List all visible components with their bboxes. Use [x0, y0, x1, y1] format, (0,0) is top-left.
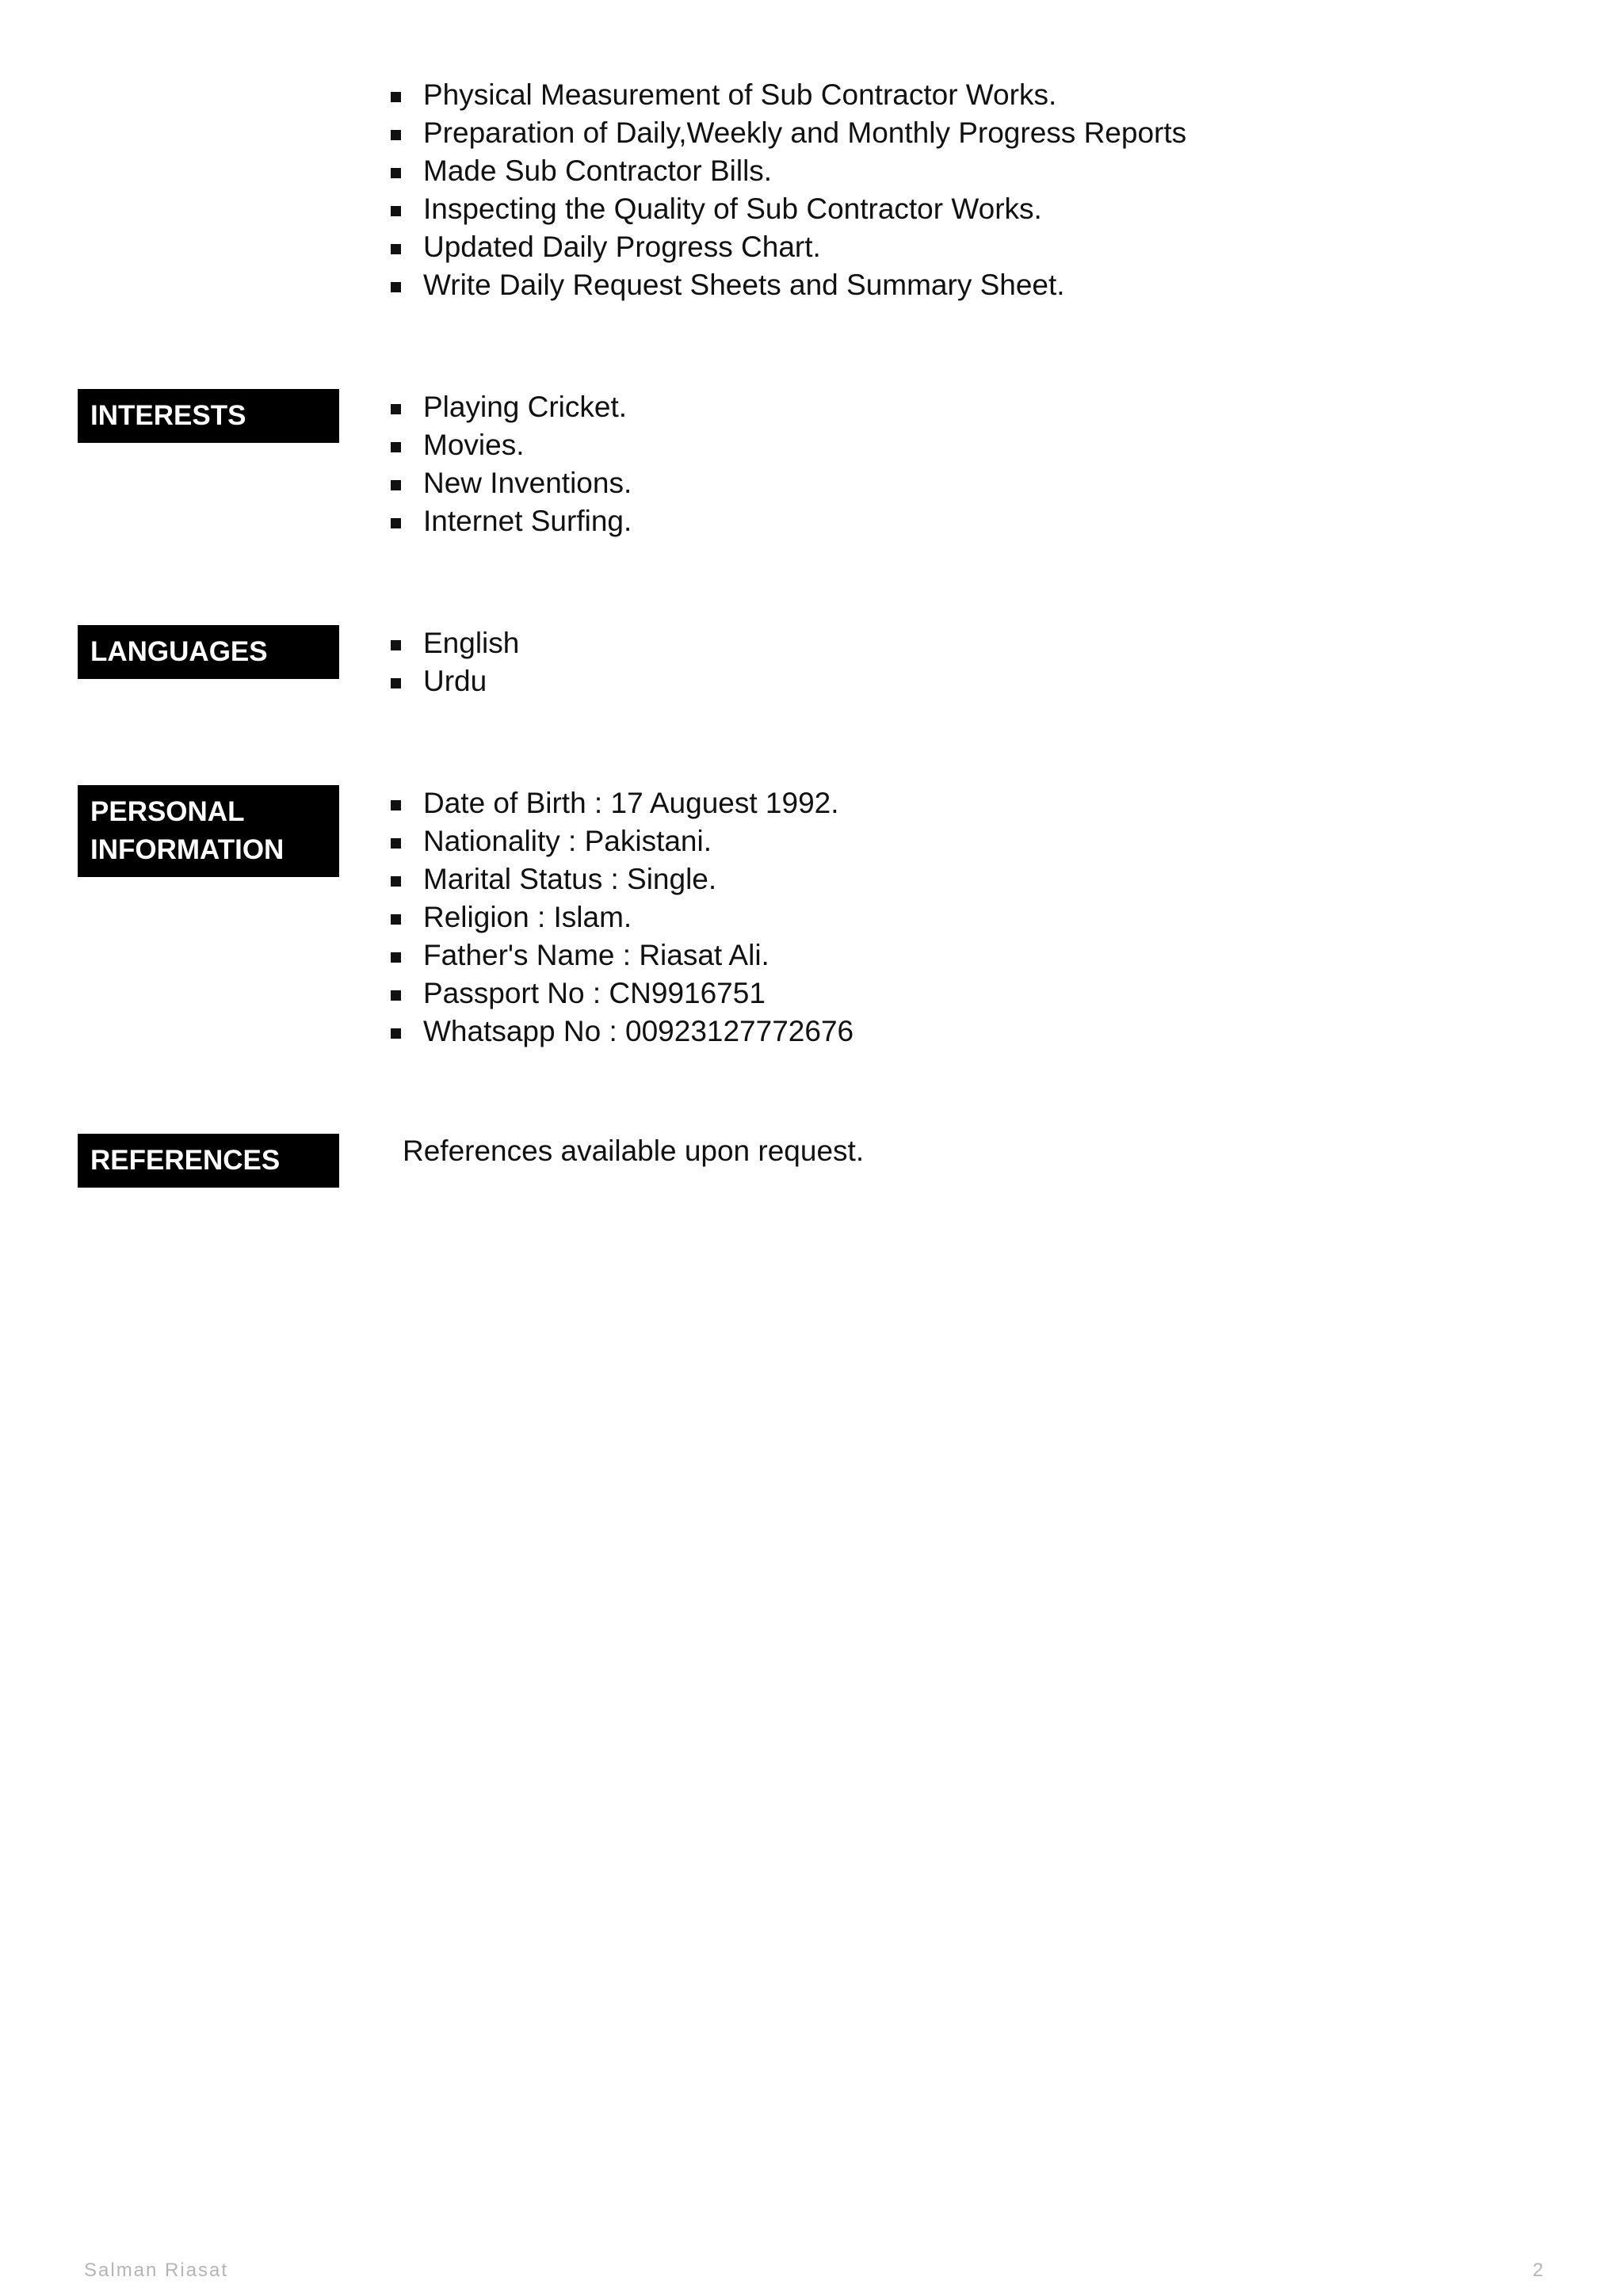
list-item: English — [387, 624, 519, 662]
bullet-square-icon — [391, 130, 401, 140]
bullet-square-icon — [391, 952, 401, 963]
list-item: Marital Status : Single. — [387, 860, 854, 898]
bullet-square-icon — [391, 990, 401, 1001]
list-item: Inspecting the Quality of Sub Contractor Works. — [387, 190, 1186, 228]
bullet-square-icon — [391, 442, 401, 452]
list-item: Passport No : CN9916751 — [387, 974, 854, 1013]
list-item: Date of Birth : 17 Auguest 1992. — [387, 784, 854, 822]
bullet-square-icon — [391, 838, 401, 849]
bullet-square-icon — [391, 518, 401, 528]
list-item: Father's Name : Riasat Ali. — [387, 936, 854, 974]
list-item: Movies. — [387, 426, 632, 464]
bullet-square-icon — [391, 282, 401, 292]
bullet-square-icon — [391, 876, 401, 887]
languages-list — [387, 624, 519, 700]
bullet-square-icon — [391, 480, 401, 490]
personal-info-heading: PERSONAL INFORMATION — [78, 785, 339, 877]
bullet-square-icon — [391, 1028, 401, 1039]
list-item: Urdu — [387, 662, 519, 700]
list-item: Physical Measurement of Sub Contractor Works. — [387, 76, 1186, 114]
list-item: Nationality : Pakistani. — [387, 822, 854, 860]
interests-heading: INTERESTS — [78, 389, 339, 443]
bullet-square-icon — [391, 244, 401, 254]
bullet-square-icon — [391, 640, 401, 650]
list-item: Preparation of Daily,Weekly and Monthly Progress Reports — [387, 114, 1186, 152]
references-heading: REFERENCES — [78, 1134, 339, 1188]
list-item: Updated Daily Progress Chart. — [387, 228, 1186, 266]
bullet-square-icon — [391, 92, 401, 102]
list-item: New Inventions. — [387, 464, 632, 502]
bullet-square-icon — [391, 800, 401, 810]
bullet-square-icon — [391, 404, 401, 414]
list-item: Internet Surfing. — [387, 502, 632, 540]
list-item: Religion : Islam. — [387, 898, 854, 936]
list-item: Write Daily Request Sheets and Summary Sheet. — [387, 266, 1186, 304]
list-item: Made Sub Contractor Bills. — [387, 152, 1186, 190]
list-item: Playing Cricket. — [387, 388, 632, 426]
interests-list — [387, 388, 632, 540]
footer-page-number: 2 — [1533, 2260, 1544, 2281]
languages-heading: LANGUAGES — [78, 625, 339, 679]
bullet-square-icon — [391, 206, 401, 216]
bullet-square-icon — [391, 914, 401, 925]
bullet-square-icon — [391, 678, 401, 688]
personal-info-list — [387, 784, 854, 1051]
list-item: Whatsapp No : 00923127772676 — [387, 1013, 854, 1051]
bullet-square-icon — [391, 168, 401, 178]
references-text: References available upon request. — [403, 1135, 865, 1167]
footer-author-name: Salman Riasat — [84, 2260, 229, 2281]
duties-list — [387, 76, 1186, 304]
